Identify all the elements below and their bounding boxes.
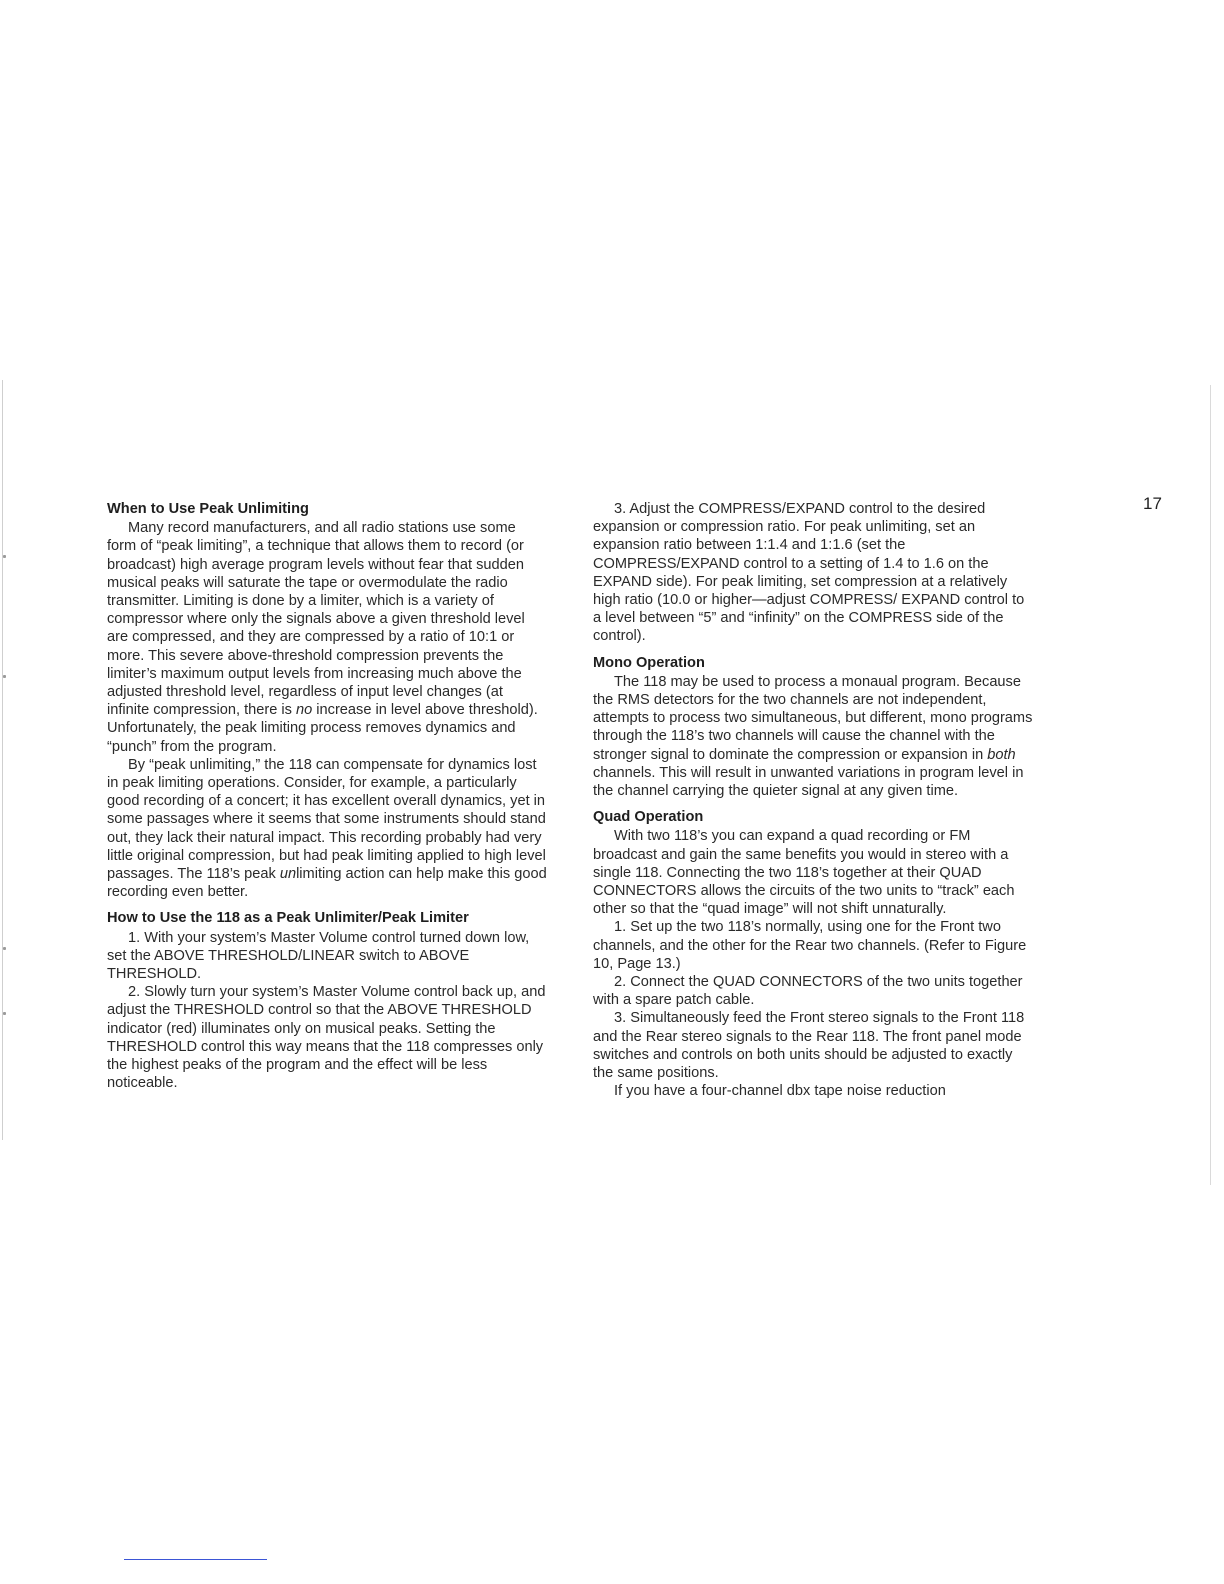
paragraph: If you have a four-channel dbx tape noise reduction xyxy=(614,1083,946,1100)
step: 1. Set up the two 118’s normally, using one for the Front two channels, and the other for the Rear two channels. (Refer to Figure 10, Page 13.) xyxy=(593,919,1027,972)
paragraph: Many record manufacturers, and all radio stations use some form of “peak limiting”, a technique that allows them to record (or broadcast) high average program levels without fear that sudden musical peaks will saturate the tape or overmodulate the radio transmitter. Limiting is done by a limiter, which is a variety of compressor where only the signals above a given threshold level are compressed, and they are compressed by a ratio of 10:1 or more. This severe above-threshold compression prevents the limiter’s maximum output levels from increasing much above the adjusted threshold level, regardless of input level changes (at infinite compression, there is no increase in level above threshold). Unfortunately, the peak limiting process removes dynamics and “punch” from the program. xyxy=(107,520,538,755)
paragraph: The 118 may be used to process a monaual program. Because the RMS detectors for the two channels are not independent, attempts to process two simultaneous, but different, mono programs through the 118’s two channels will cause the channel with the stronger signal to dominate the compression or expansion in both channels. This will result in unwanted variations in program level in the channel carrying the quieter signal at any given time. xyxy=(593,673,1033,800)
heading-how-to-use: How to Use the 118 as a Peak Unlimiter/Peak Limiter xyxy=(107,910,469,927)
left-column xyxy=(107,500,547,1093)
step: 2. Connect the QUAD CONNECTORS of the two units together with a spare patch cable. xyxy=(593,974,1023,1009)
scan-mark xyxy=(3,947,6,950)
step: 3. Adjust the COMPRESS/EXPAND control to the desired expansion or compression ratio. For peak unlimiting, set an expansion ratio between 1:1.4 and 1:1.6 (set the COMPRESS/EXPAND control to a setting of 1.4 to 1.6 on the EXPAND side). For peak limiting, set compression at a relatively high ratio (10.0 or higher—adjust COMPRESS/ EXPAND control to a level between “5” and “infinity” on the COMPRESS side of the control). xyxy=(593,501,1025,645)
scan-mark xyxy=(3,555,6,558)
step: 2. Slowly turn your system’s Master Volume control back up, and adjust the THRESHOLD control so that the ABOVE THRESHOLD indicator (red) illuminates only on musical peaks. Setting the THRESHOLD control this way means that the 118 compresses only the highest peaks of the program and the effect will be less noticeable. xyxy=(107,984,546,1092)
paragraph: By “peak unlimiting,” the 118 can compensate for dynamics lost in peak limiting operations. Consider, for example, a particularly good recording of a concert; it has excellent overall dynamics, yet in some passages where it seems that some instruments should stand out, they lack their natural impact. This recording probably had very little original compression, but had peak limiting applied to high level passages. The 118’s peak unlimiting action can help make this good recording even better. xyxy=(107,756,547,901)
heading-mono-operation: Mono Operation xyxy=(593,654,705,671)
scan-edge-left xyxy=(2,380,3,1140)
scan-edge-right xyxy=(1210,385,1211,1185)
step: 3. Simultaneously feed the Front stereo signals to the Front 118 and the Rear stereo signals to the Rear 118. The front panel mode switches and controls on both units should be adjusted to exactly the same positions. xyxy=(593,1010,1025,1082)
right-column xyxy=(593,500,1033,1101)
page-number: 17 xyxy=(1143,494,1162,513)
scan-mark xyxy=(3,1012,6,1015)
heading-quad-operation: Quad Operation xyxy=(593,809,704,826)
scan-mark xyxy=(3,675,6,678)
step: 1. With your system’s Master Volume control turned down low, set the ABOVE THRESHOLD/LINEAR switch to ABOVE THRESHOLD. xyxy=(107,929,530,983)
footer-rule xyxy=(124,1559,267,1560)
paragraph: With two 118’s you can expand a quad recording or FM broadcast and gain the same benefits you would in stereo with a single 118. Connecting the two 118’s together at their QUAD CONNECTORS allows the circuits of the two units to “track” each other so that the “quad image” will not shift unnaturally. xyxy=(593,828,1015,918)
heading-peak-unlimiting: When to Use Peak Unlimiting xyxy=(107,501,309,517)
